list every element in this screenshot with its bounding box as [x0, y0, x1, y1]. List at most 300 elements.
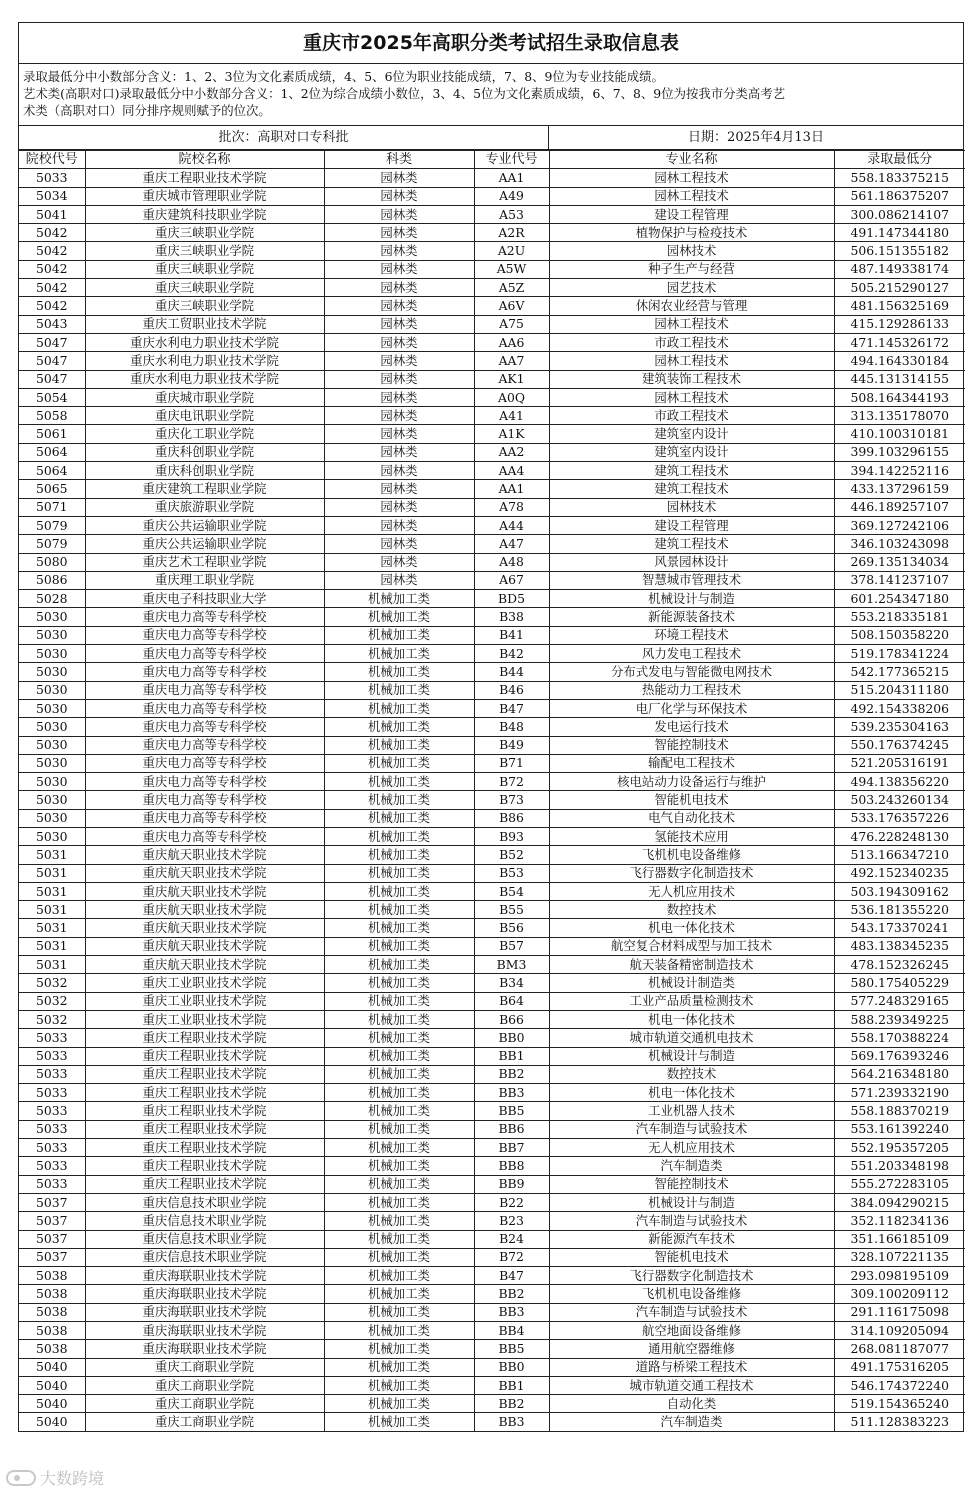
cell-category: 机械加工类 [324, 754, 474, 772]
cell-school-code: 5043 [19, 315, 85, 333]
cell-major-name: 智能控制技术 [549, 1175, 834, 1193]
cell-major-code: A78 [474, 498, 549, 516]
cell-category: 机械加工类 [324, 882, 474, 900]
cell-major-name: 飞行器数字化制造技术 [549, 1267, 834, 1285]
table-row [19, 333, 965, 351]
cell-major-code: AK1 [474, 370, 549, 388]
table-row [19, 956, 965, 974]
cell-school-name: 重庆电力高等专科学校 [85, 645, 324, 663]
header-min-score: 录取最低分 [834, 151, 965, 169]
cell-school-name: 重庆电力高等专科学校 [85, 773, 324, 791]
cell-major-code: BB2 [474, 1065, 549, 1083]
cell-category: 园林类 [324, 370, 474, 388]
cell-major-name: 汽车制造与试验技术 [549, 1120, 834, 1138]
cell-major-code: A67 [474, 571, 549, 589]
header-school-name: 院校名称 [85, 151, 324, 169]
cell-category: 机械加工类 [324, 1340, 474, 1358]
cell-major-name: 机电一体化技术 [549, 919, 834, 937]
cell-school-code: 5031 [19, 864, 85, 882]
cell-min-score: 494.164330184 [834, 352, 965, 370]
cell-major-code: BB2 [474, 1285, 549, 1303]
cell-major-name: 智能机电技术 [549, 791, 834, 809]
cell-major-code: AA1 [474, 480, 549, 498]
cell-min-score: 300.086214107 [834, 205, 965, 223]
table-row [19, 1139, 965, 1157]
cell-major-code: B53 [474, 864, 549, 882]
table-row [19, 443, 965, 461]
cell-school-code: 5038 [19, 1267, 85, 1285]
cell-major-code: B72 [474, 773, 549, 791]
cell-category: 园林类 [324, 425, 474, 443]
cell-school-name: 重庆水利电力职业技术学院 [85, 333, 324, 351]
cell-school-code: 5033 [19, 169, 85, 187]
table-row [19, 516, 965, 534]
cell-school-code: 5047 [19, 370, 85, 388]
cell-major-code: B55 [474, 901, 549, 919]
cell-school-code: 5033 [19, 1102, 85, 1120]
cell-school-name: 重庆工程职业技术学院 [85, 1047, 324, 1065]
cell-school-name: 重庆工程职业技术学院 [85, 169, 324, 187]
cell-category: 园林类 [324, 333, 474, 351]
cell-school-name: 重庆电子科技职业大学 [85, 590, 324, 608]
cell-school-code: 5030 [19, 663, 85, 681]
cell-major-code: BB0 [474, 1029, 549, 1047]
cell-min-score: 508.150358220 [834, 626, 965, 644]
cell-min-score: 543.173370241 [834, 919, 965, 937]
cell-major-name: 氢能技术应用 [549, 827, 834, 845]
cell-major-code: BB9 [474, 1175, 549, 1193]
cell-category: 园林类 [324, 571, 474, 589]
cell-school-name: 重庆信息技术职业学院 [85, 1230, 324, 1248]
cell-school-name: 重庆水利电力职业技术学院 [85, 352, 324, 370]
cell-major-name: 园林技术 [549, 242, 834, 260]
cell-school-name: 重庆电力高等专科学校 [85, 791, 324, 809]
table-row [19, 1248, 965, 1266]
cell-min-score: 352.118234136 [834, 1212, 965, 1230]
cell-major-code: B56 [474, 919, 549, 937]
cell-category: 机械加工类 [324, 901, 474, 919]
cell-school-code: 5040 [19, 1358, 85, 1376]
table-row [19, 1413, 965, 1431]
cell-major-name: 飞行器数字化制造技术 [549, 864, 834, 882]
table-row [19, 809, 965, 827]
cell-min-score: 445.131314155 [834, 370, 965, 388]
cell-min-score: 483.138345235 [834, 937, 965, 955]
cell-school-name: 重庆工程职业技术学院 [85, 1120, 324, 1138]
cell-school-code: 5038 [19, 1340, 85, 1358]
cell-school-name: 重庆航天职业技术学院 [85, 901, 324, 919]
cell-major-code: BB4 [474, 1322, 549, 1340]
date-label: 日期：2025年4月13日 [688, 130, 824, 145]
cell-category: 园林类 [324, 462, 474, 480]
cell-min-score: 571.239332190 [834, 1084, 965, 1102]
table-row [19, 846, 965, 864]
cell-min-score: 314.109205094 [834, 1322, 965, 1340]
cell-major-code: B24 [474, 1230, 549, 1248]
table-row [19, 1047, 965, 1065]
cell-school-name: 重庆工程职业技术学院 [85, 1065, 324, 1083]
cell-school-code: 5079 [19, 535, 85, 553]
cell-min-score: 505.215290127 [834, 279, 965, 297]
cell-school-code: 5032 [19, 974, 85, 992]
cell-min-score: 551.203348198 [834, 1157, 965, 1175]
table-row [19, 937, 965, 955]
cell-category: 园林类 [324, 388, 474, 406]
table-row [19, 315, 965, 333]
cell-school-code: 5032 [19, 992, 85, 1010]
cell-school-code: 5042 [19, 279, 85, 297]
cell-min-score: 564.216348180 [834, 1065, 965, 1083]
cell-major-code: B93 [474, 827, 549, 845]
cell-category: 园林类 [324, 279, 474, 297]
cell-min-score: 503.194309162 [834, 882, 965, 900]
cell-major-code: A6V [474, 297, 549, 315]
cell-min-score: 291.116175098 [834, 1303, 965, 1321]
table-row [19, 590, 965, 608]
cell-major-name: 园林工程技术 [549, 352, 834, 370]
table-row [19, 1303, 965, 1321]
cell-school-name: 重庆工商职业学院 [85, 1395, 324, 1413]
cell-school-code: 5047 [19, 352, 85, 370]
cell-min-score: 521.205316191 [834, 754, 965, 772]
cell-min-score: 293.098195109 [834, 1267, 965, 1285]
cell-major-code: A48 [474, 553, 549, 571]
cell-min-score: 550.176374245 [834, 736, 965, 754]
cell-category: 机械加工类 [324, 1358, 474, 1376]
cell-major-code: B42 [474, 645, 549, 663]
cell-min-score: 580.175405229 [834, 974, 965, 992]
cell-school-name: 重庆航天职业技术学院 [85, 864, 324, 882]
cell-min-score: 309.100209112 [834, 1285, 965, 1303]
cell-major-name: 汽车制造与试验技术 [549, 1212, 834, 1230]
cell-major-code: B47 [474, 699, 549, 717]
watermark [6, 1466, 104, 1489]
cell-school-name: 重庆工贸职业技术学院 [85, 315, 324, 333]
cell-major-name: 工业产品质量检测技术 [549, 992, 834, 1010]
cell-major-name: 工业机器人技术 [549, 1102, 834, 1120]
cell-category: 机械加工类 [324, 956, 474, 974]
cell-school-code: 5030 [19, 608, 85, 626]
cell-major-code: B46 [474, 681, 549, 699]
cell-school-name: 重庆城市职业学院 [85, 388, 324, 406]
cell-category: 机械加工类 [324, 992, 474, 1010]
cell-category: 机械加工类 [324, 1175, 474, 1193]
table-row [19, 681, 965, 699]
table-row [19, 224, 965, 242]
cell-school-name: 重庆三峡职业学院 [85, 242, 324, 260]
batch-date-bar [19, 126, 963, 150]
cell-min-score: 481.156325169 [834, 297, 965, 315]
table-row [19, 919, 965, 937]
cell-min-score: 351.166185109 [834, 1230, 965, 1248]
cell-category: 机械加工类 [324, 1322, 474, 1340]
cell-school-code: 5037 [19, 1230, 85, 1248]
cell-major-name: 园林工程技术 [549, 187, 834, 205]
cell-school-name: 重庆海联职业技术学院 [85, 1340, 324, 1358]
cell-min-score: 519.178341224 [834, 645, 965, 663]
cell-school-code: 5030 [19, 754, 85, 772]
cell-major-name: 城市轨道交通工程技术 [549, 1376, 834, 1394]
cell-major-code: A0Q [474, 388, 549, 406]
cell-major-name: 机械设计与制造 [549, 590, 834, 608]
cell-category: 园林类 [324, 553, 474, 571]
cell-school-name: 重庆电力高等专科学校 [85, 827, 324, 845]
table-row [19, 699, 965, 717]
cell-school-code: 5031 [19, 901, 85, 919]
cell-school-name: 重庆电力高等专科学校 [85, 626, 324, 644]
table-row [19, 974, 965, 992]
table-row [19, 645, 965, 663]
cell-school-name: 重庆公共运输职业学院 [85, 516, 324, 534]
cell-major-code: B66 [474, 1010, 549, 1028]
cell-min-score: 399.103296155 [834, 443, 965, 461]
cell-major-code: B54 [474, 882, 549, 900]
cell-major-name: 智能控制技术 [549, 736, 834, 754]
cell-major-code: BB1 [474, 1376, 549, 1394]
table-row [19, 498, 965, 516]
cell-school-name: 重庆工程职业技术学院 [85, 1139, 324, 1157]
admission-table-document [18, 22, 964, 1432]
cell-major-code: BB0 [474, 1358, 549, 1376]
cell-school-code: 5033 [19, 1047, 85, 1065]
table-row [19, 1010, 965, 1028]
cell-major-name: 建筑工程技术 [549, 462, 834, 480]
cell-school-name: 重庆航天职业技术学院 [85, 956, 324, 974]
table-row [19, 1230, 965, 1248]
cell-major-code: B57 [474, 937, 549, 955]
cell-min-score: 346.103243098 [834, 535, 965, 553]
cell-school-code: 5086 [19, 571, 85, 589]
table-row [19, 297, 965, 315]
cell-major-name: 风景园林设计 [549, 553, 834, 571]
cell-min-score: 491.147344180 [834, 224, 965, 242]
cell-major-name: 市政工程技术 [549, 333, 834, 351]
cell-school-name: 重庆工商职业学院 [85, 1413, 324, 1431]
table-body [19, 169, 965, 1431]
cell-min-score: 513.166347210 [834, 846, 965, 864]
cell-school-name: 重庆海联职业技术学院 [85, 1303, 324, 1321]
cell-major-code: B48 [474, 718, 549, 736]
cell-school-code: 5037 [19, 1212, 85, 1230]
cell-school-name: 重庆电力高等专科学校 [85, 681, 324, 699]
cell-category: 机械加工类 [324, 1065, 474, 1083]
cell-school-name: 重庆信息技术职业学院 [85, 1193, 324, 1211]
cell-school-name: 重庆电力高等专科学校 [85, 608, 324, 626]
table-row [19, 1084, 965, 1102]
cell-school-code: 5042 [19, 297, 85, 315]
cell-school-code: 5033 [19, 1120, 85, 1138]
cell-school-name: 重庆信息技术职业学院 [85, 1248, 324, 1266]
table-row [19, 1120, 965, 1138]
cell-school-name: 重庆公共运输职业学院 [85, 535, 324, 553]
cell-major-code: A5Z [474, 279, 549, 297]
cell-min-score: 577.248329165 [834, 992, 965, 1010]
header-major-name: 专业名称 [549, 151, 834, 169]
cell-category: 园林类 [324, 535, 474, 553]
note-line-2: 艺术类(高职对口)录取最低分中小数部分含义：1、2位为综合成绩小数位，3、4、5位为文化素质成绩，6、7、8、9位为按我市分类高考艺 [23, 86, 786, 101]
cell-school-name: 重庆建筑科技职业学院 [85, 205, 324, 223]
cell-school-name: 重庆航天职业技术学院 [85, 937, 324, 955]
cell-category: 机械加工类 [324, 1376, 474, 1394]
cell-major-code: BM3 [474, 956, 549, 974]
cell-category: 机械加工类 [324, 809, 474, 827]
table-row [19, 242, 965, 260]
cell-school-name: 重庆电力高等专科学校 [85, 809, 324, 827]
cell-school-code: 5054 [19, 388, 85, 406]
cell-major-name: 发电运行技术 [549, 718, 834, 736]
cell-major-name: 通用航空器维修 [549, 1340, 834, 1358]
cell-category: 机械加工类 [324, 1413, 474, 1431]
cell-major-code: B71 [474, 754, 549, 772]
cell-major-code: BB7 [474, 1139, 549, 1157]
cell-school-code: 5047 [19, 333, 85, 351]
cell-major-name: 园林工程技术 [549, 169, 834, 187]
cell-school-code: 5040 [19, 1413, 85, 1431]
cell-major-code: B38 [474, 608, 549, 626]
cell-school-code: 5033 [19, 1029, 85, 1047]
cell-min-score: 471.145326172 [834, 333, 965, 351]
cell-category: 机械加工类 [324, 1285, 474, 1303]
cell-min-score: 558.183375215 [834, 169, 965, 187]
cell-major-name: 园艺技术 [549, 279, 834, 297]
cell-min-score: 494.138356220 [834, 773, 965, 791]
admission-table [19, 150, 965, 1431]
cell-school-name: 重庆三峡职业学院 [85, 260, 324, 278]
cell-category: 机械加工类 [324, 1248, 474, 1266]
cell-school-code: 5038 [19, 1285, 85, 1303]
cell-school-code: 5031 [19, 956, 85, 974]
table-row [19, 480, 965, 498]
batch-label: 批次：高职对口专科批 [19, 126, 549, 149]
cell-min-score: 558.188370219 [834, 1102, 965, 1120]
table-header-row [19, 151, 965, 169]
cell-major-code: AA4 [474, 462, 549, 480]
cell-category: 园林类 [324, 315, 474, 333]
cell-min-score: 519.154365240 [834, 1395, 965, 1413]
cell-category: 机械加工类 [324, 699, 474, 717]
cell-category: 园林类 [324, 480, 474, 498]
cell-school-name: 重庆旅游职业学院 [85, 498, 324, 516]
cell-school-name: 重庆理工职业学院 [85, 571, 324, 589]
cell-min-score: 487.149338174 [834, 260, 965, 278]
cell-major-name: 分布式发电与智能微电网技术 [549, 663, 834, 681]
cell-major-code: A41 [474, 407, 549, 425]
cell-school-name: 重庆建筑工程职业学院 [85, 480, 324, 498]
table-row [19, 1358, 965, 1376]
cell-major-name: 数控技术 [549, 901, 834, 919]
cell-category: 园林类 [324, 297, 474, 315]
watermark-text: 大数跨境 [40, 1469, 105, 1488]
cell-major-name: 汽车制造类 [549, 1413, 834, 1431]
cell-category: 机械加工类 [324, 773, 474, 791]
cell-school-code: 5031 [19, 937, 85, 955]
cell-min-score: 433.137296159 [834, 480, 965, 498]
cell-school-name: 重庆城市管理职业学院 [85, 187, 324, 205]
cell-major-code: AA2 [474, 443, 549, 461]
cell-category: 机械加工类 [324, 1047, 474, 1065]
cell-major-name: 航空地面设备维修 [549, 1322, 834, 1340]
table-row [19, 1395, 965, 1413]
cell-category: 机械加工类 [324, 1102, 474, 1120]
cell-category: 园林类 [324, 260, 474, 278]
cell-major-name: 新能源汽车技术 [549, 1230, 834, 1248]
cell-major-code: A2U [474, 242, 549, 260]
cell-major-code: BB1 [474, 1047, 549, 1065]
cell-major-code: A44 [474, 516, 549, 534]
cell-major-name: 机电一体化技术 [549, 1084, 834, 1102]
cell-school-code: 5040 [19, 1376, 85, 1394]
cell-major-name: 飞机机电设备维修 [549, 846, 834, 864]
cell-min-score: 552.195357205 [834, 1139, 965, 1157]
cell-min-score: 415.129286133 [834, 315, 965, 333]
cell-school-name: 重庆工程职业技术学院 [85, 1175, 324, 1193]
cell-major-name: 园林工程技术 [549, 388, 834, 406]
cell-category: 机械加工类 [324, 1084, 474, 1102]
cell-min-score: 558.170388224 [834, 1029, 965, 1047]
cell-school-code: 5030 [19, 718, 85, 736]
cell-min-score: 394.142252116 [834, 462, 965, 480]
table-row [19, 608, 965, 626]
cell-major-code: B73 [474, 791, 549, 809]
cell-category: 机械加工类 [324, 1157, 474, 1175]
cell-school-code: 5030 [19, 681, 85, 699]
table-row [19, 827, 965, 845]
cell-major-name: 智能机电技术 [549, 1248, 834, 1266]
cell-school-code: 5032 [19, 1010, 85, 1028]
cell-major-code: B49 [474, 736, 549, 754]
cell-major-name: 核电站动力设备运行与维护 [549, 773, 834, 791]
cell-school-code: 5033 [19, 1139, 85, 1157]
cell-category: 园林类 [324, 224, 474, 242]
cell-min-score: 378.141237107 [834, 571, 965, 589]
cell-major-name: 机械设计与制造 [549, 1193, 834, 1211]
cell-category: 机械加工类 [324, 718, 474, 736]
cell-category: 园林类 [324, 498, 474, 516]
cell-min-score: 536.181355220 [834, 901, 965, 919]
cell-school-code: 5031 [19, 919, 85, 937]
cell-major-name: 电厂化学与环保技术 [549, 699, 834, 717]
cell-min-score: 515.204311180 [834, 681, 965, 699]
cell-school-code: 5058 [19, 407, 85, 425]
header-major-code: 专业代号 [474, 151, 549, 169]
cell-major-name: 航空复合材料成型与加工技术 [549, 937, 834, 955]
cell-category: 机械加工类 [324, 1139, 474, 1157]
cell-major-code: B86 [474, 809, 549, 827]
cell-school-name: 重庆信息技术职业学院 [85, 1212, 324, 1230]
cell-major-name: 建筑工程技术 [549, 480, 834, 498]
cell-major-code: A49 [474, 187, 549, 205]
cell-major-code: B72 [474, 1248, 549, 1266]
cell-min-score: 369.127242106 [834, 516, 965, 534]
cell-school-name: 重庆工程职业技术学院 [85, 1157, 324, 1175]
cell-category: 机械加工类 [324, 919, 474, 937]
cell-major-code: AA6 [474, 333, 549, 351]
cell-category: 园林类 [324, 352, 474, 370]
table-row [19, 1340, 965, 1358]
table-row [19, 1193, 965, 1211]
table-row [19, 260, 965, 278]
table-row [19, 1029, 965, 1047]
table-row [19, 773, 965, 791]
cell-min-score: 503.243260134 [834, 791, 965, 809]
cell-school-name: 重庆三峡职业学院 [85, 297, 324, 315]
cell-major-name: 无人机应用技术 [549, 1139, 834, 1157]
cell-school-name: 重庆工程职业技术学院 [85, 1029, 324, 1047]
table-row [19, 187, 965, 205]
cell-school-code: 5041 [19, 205, 85, 223]
cell-category: 机械加工类 [324, 645, 474, 663]
cell-major-code: A47 [474, 535, 549, 553]
